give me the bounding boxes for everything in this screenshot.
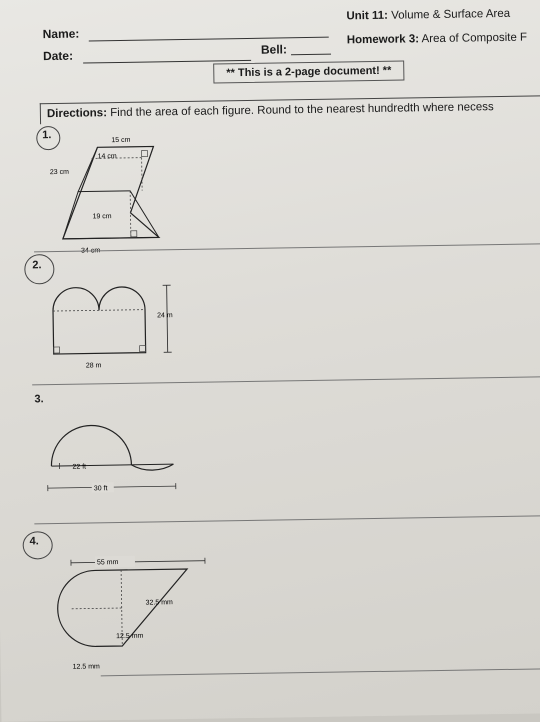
label-15cm: 15 cm bbox=[111, 137, 130, 144]
bell-label: Bell: bbox=[261, 42, 287, 56]
label-12-5mm-right: 12.5 mm bbox=[116, 633, 144, 640]
composite-shape-figure bbox=[27, 549, 219, 692]
arched-rectangle-shape bbox=[53, 287, 146, 354]
label-12-5mm-bottom: 12.5 mm bbox=[73, 663, 101, 670]
date-label: Date: bbox=[43, 49, 73, 63]
directions bbox=[40, 95, 540, 124]
radius-line bbox=[72, 608, 122, 609]
unit-heading bbox=[346, 8, 510, 23]
label-23cm: 23 cm bbox=[50, 169, 69, 176]
label-55mm: 55 mm bbox=[97, 559, 119, 566]
label-34cm: 34 cm bbox=[81, 247, 100, 254]
directions-text: Find the area of each figure. Round to the nearest hundredth where necess bbox=[110, 101, 494, 119]
two-page-note: ** This is a 2-page document! ** bbox=[213, 61, 404, 84]
arched-rectangle-figure bbox=[44, 269, 196, 381]
directions-label: Directions: bbox=[47, 107, 107, 120]
problem-4-number: 4. bbox=[30, 535, 39, 547]
label-28m: 28 m bbox=[86, 362, 102, 369]
label-30ft: 30 ft bbox=[94, 485, 108, 492]
label-32-5mm: 32.5 mm bbox=[146, 599, 174, 606]
label-19cm: 19 cm bbox=[92, 213, 111, 220]
top-dimension-line bbox=[71, 561, 205, 563]
homework-title: Area of Composite F bbox=[421, 32, 527, 46]
semicircles-figure bbox=[35, 409, 207, 522]
label-14cm: 14 cm bbox=[98, 153, 117, 160]
problem-2-number: 2. bbox=[32, 259, 41, 271]
homework-prefix: Homework 3: bbox=[347, 33, 419, 46]
name-blank bbox=[89, 37, 329, 42]
bell-blank bbox=[291, 54, 331, 56]
upper-semicircle bbox=[51, 425, 132, 466]
problem-1-number: 1. bbox=[42, 129, 51, 141]
unit-prefix: Unit 11: bbox=[346, 10, 388, 23]
label-22ft: 22 ft bbox=[72, 464, 86, 471]
homework-heading bbox=[347, 32, 527, 47]
trapezoid-shape bbox=[61, 146, 158, 238]
trapezoid-figure bbox=[47, 127, 189, 259]
name-label: Name: bbox=[43, 27, 80, 42]
problem-3-number: 3. bbox=[34, 393, 43, 405]
label-24m: 24 m bbox=[157, 312, 173, 319]
unit-title: Volume & Surface Area bbox=[391, 8, 510, 22]
